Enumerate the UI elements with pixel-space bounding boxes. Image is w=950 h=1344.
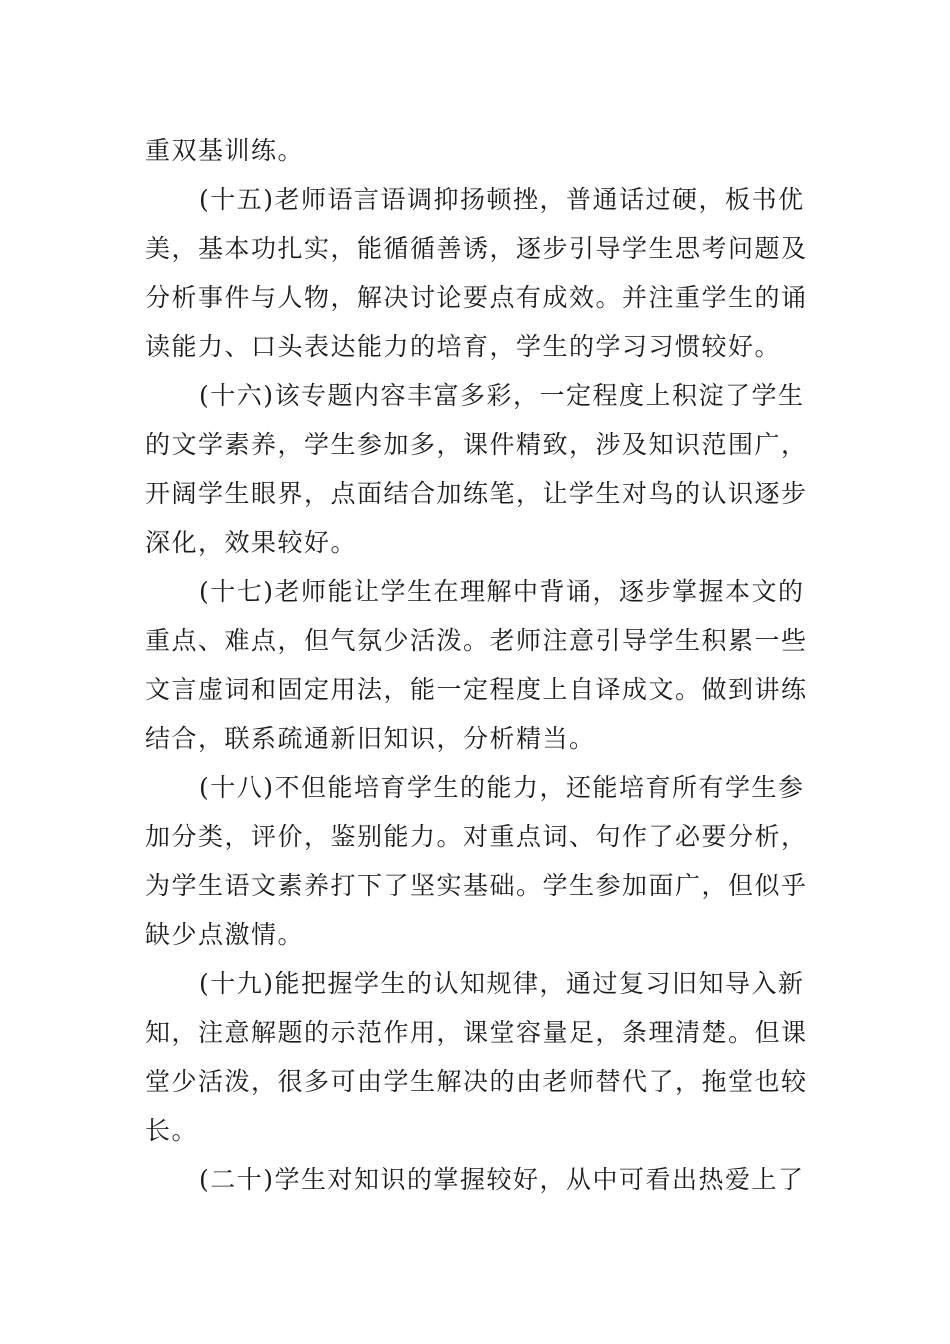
text-line: 结合，联系疏通新旧知识，分析精当。 (145, 724, 596, 753)
text-line: 的文学素养，学生参加多，课件精致，涉及知识范围广， (145, 430, 808, 459)
text-line: 深化，效果较好。 (145, 528, 358, 557)
paragraph-20-start: (二十)学生对知识的掌握较好，从中可看出热爱上了 (199, 1165, 805, 1194)
text-line: 为学生语文素养打下了坚实基础。学生参加面广，但似乎 (145, 871, 808, 900)
paragraph-19-start: (十九)能把握学生的认知规律，通过复习旧知导入新 (199, 969, 805, 998)
text-line: 文言虚词和固定用法，能一定程度上自译成文。做到讲练 (145, 675, 808, 704)
text-line: 开阔学生眼界，点面结合加练笔，让学生对鸟的认识逐步 (145, 479, 808, 508)
text-line: 分析事件与人物，解决讨论要点有成效。并注重学生的诵 (145, 283, 808, 312)
text-line: 缺少点激情。 (145, 920, 305, 949)
text-line: 堂少活泼，很多可由学生解决的由老师替代了，拖堂也较 (145, 1067, 808, 1096)
paragraph-15-start: (十五)老师语言语调抑扬顿挫，普通话过硬，板书优 (199, 185, 805, 214)
text-line: 美，基本功扎实，能循循善诱，逐步引导学生思考问题及 (145, 234, 808, 263)
text-line: 加分类，评价，鉴别能力。对重点词、句作了必要分析， (145, 822, 808, 851)
document-body (145, 126, 810, 1204)
paragraph-16-start: (十六)该专题内容丰富多彩，一定程度上积淀了学生 (199, 381, 805, 410)
paragraph-17-start: (十七)老师能让学生在理解中背诵，逐步掌握本文的 (199, 577, 805, 606)
text-line: 重点、难点，但气氛少活泼。老师注意引导学生积累一些 (145, 626, 808, 655)
paragraph-18-start: (十八)不但能培育学生的能力，还能培育所有学生参 (199, 773, 805, 802)
text-line: 知，注意解题的示范作用，课堂容量足，条理清楚。但课 (145, 1018, 808, 1047)
text-line: 长。 (145, 1116, 199, 1145)
text-line: 读能力、口头表达能力的培育，学生的学习习惯较好。 (145, 332, 782, 361)
text-line: 重双基训练。 (145, 136, 305, 165)
